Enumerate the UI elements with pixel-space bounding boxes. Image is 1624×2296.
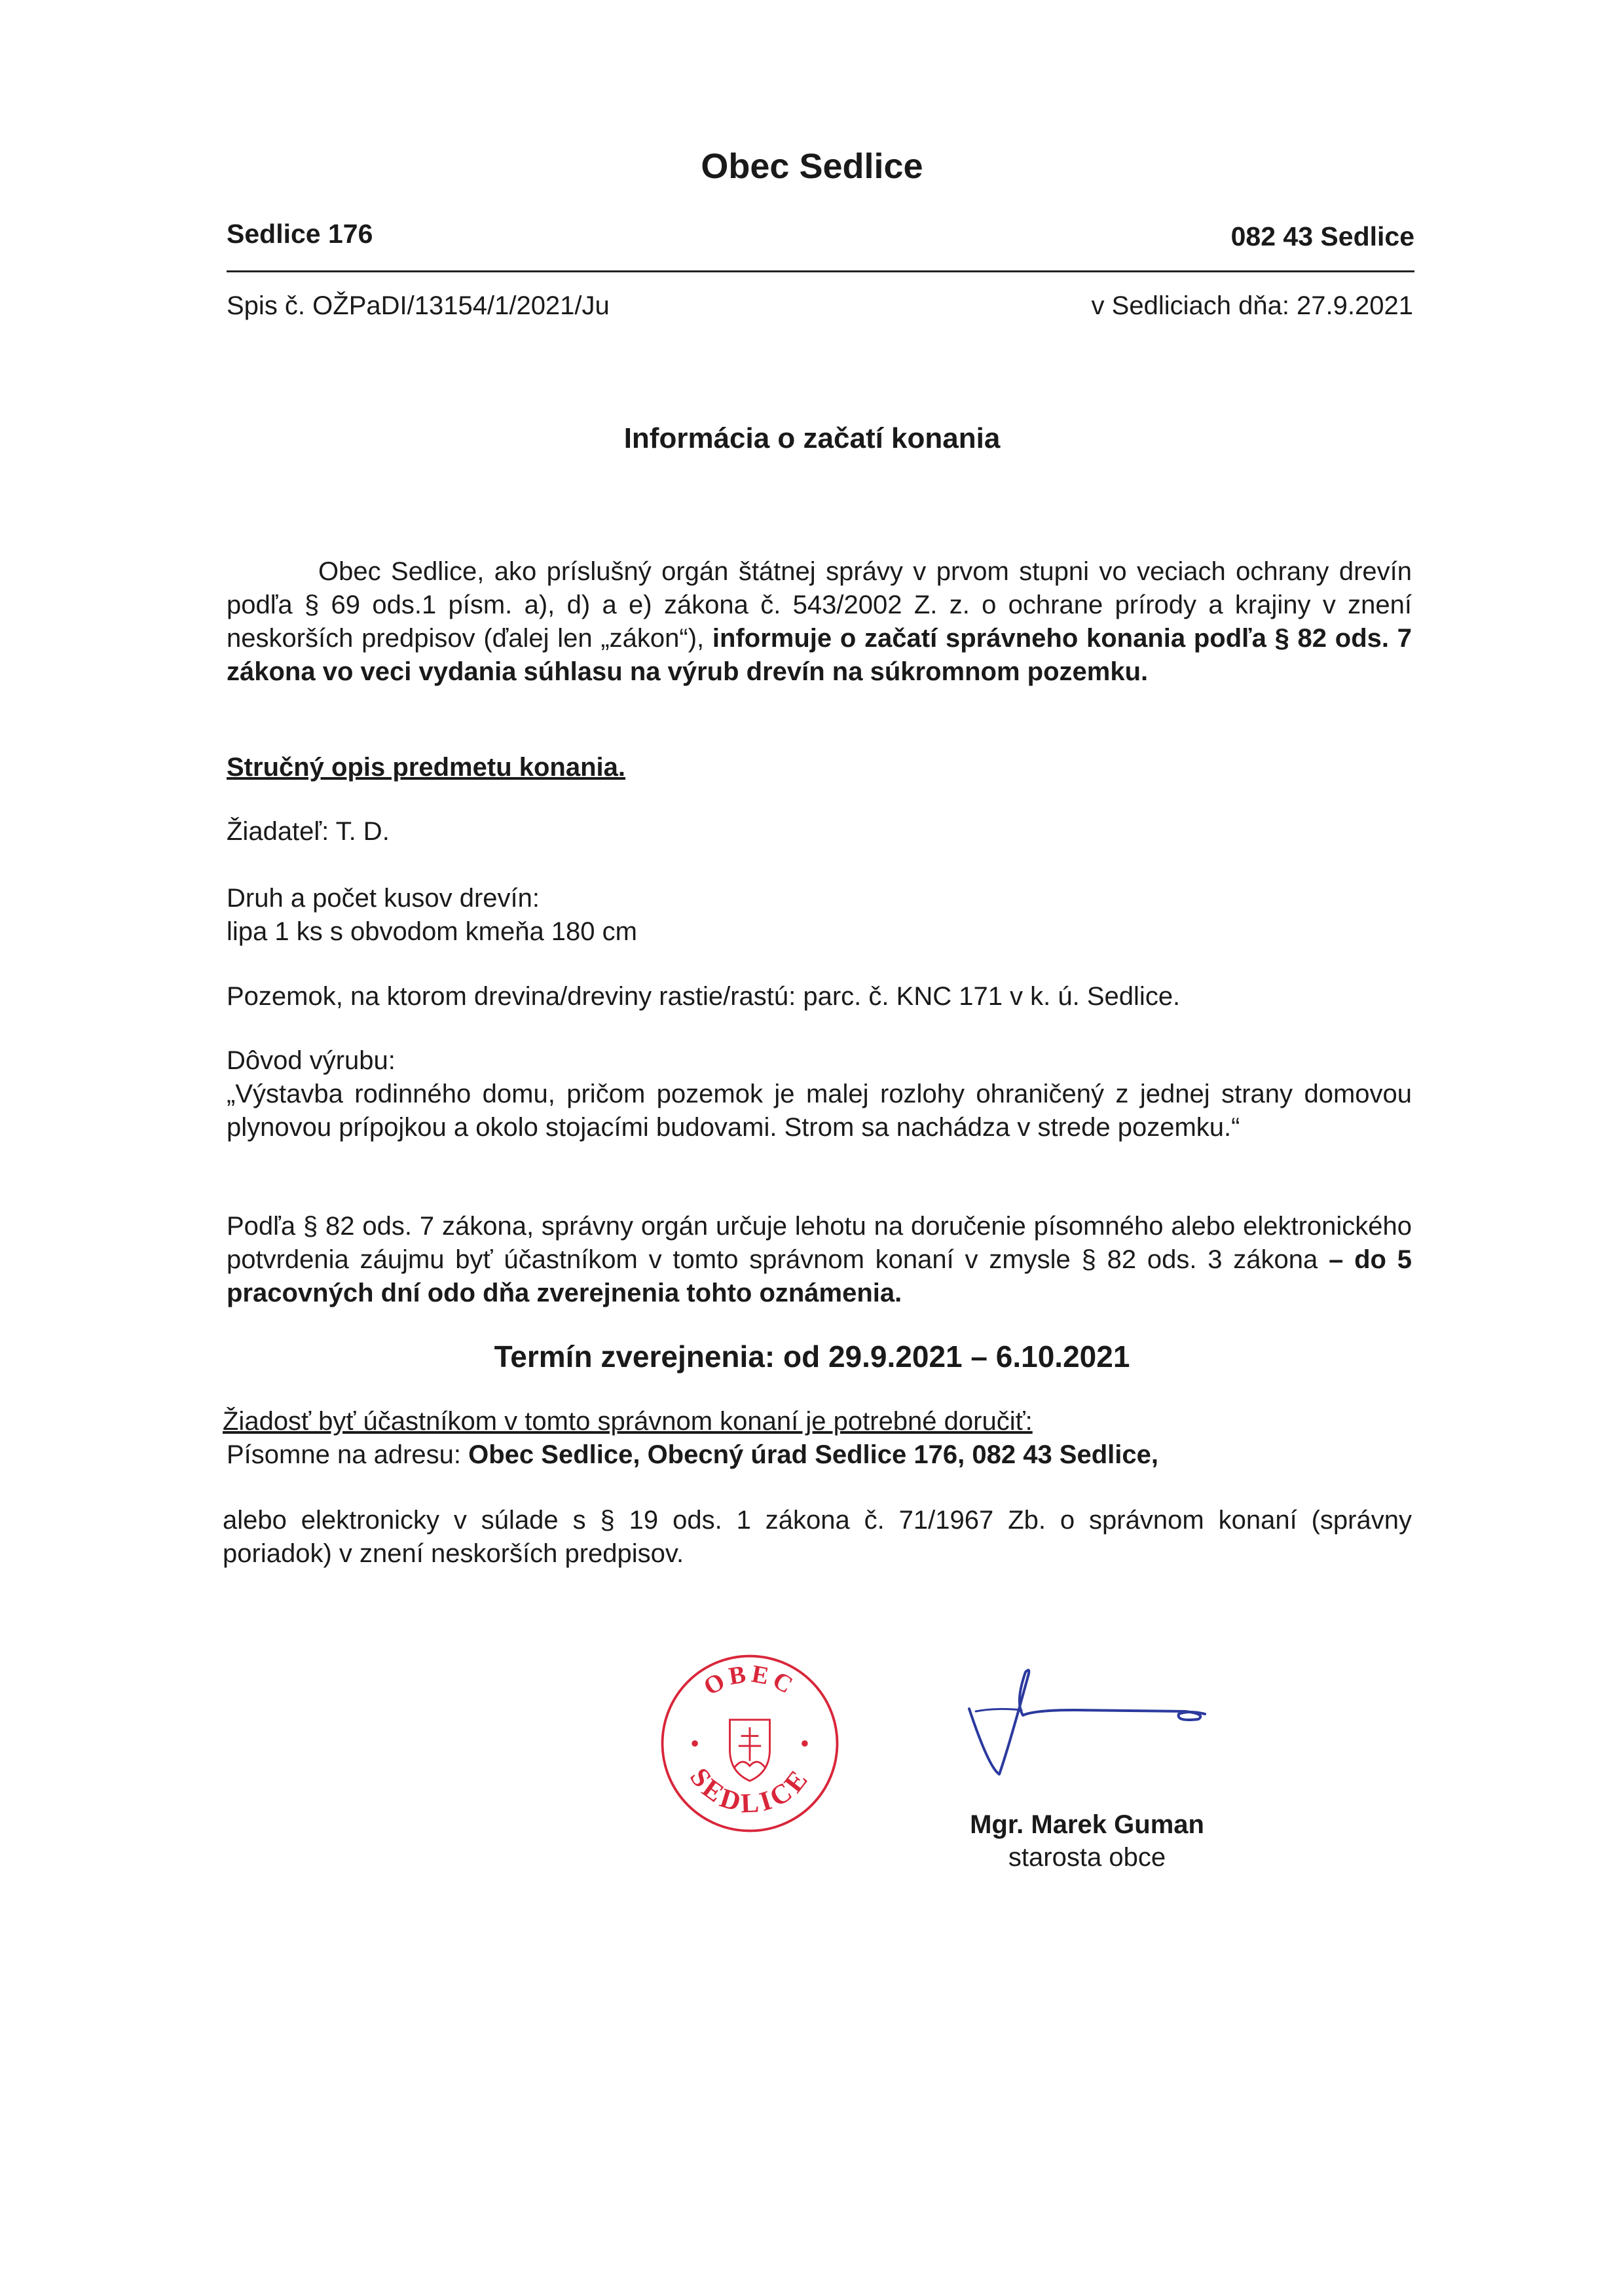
- stamp-top-text: OBEC: [699, 1660, 801, 1702]
- applicant: Žiadateľ: T. D.: [227, 817, 390, 846]
- place-and-date: v Sedliciach dňa: 27.9.2021: [1091, 291, 1413, 320]
- electronic-delivery: alebo elektronicky v súlade s § 19 ods. 1 zákona č. 71/1967 Zb. o správnom konaní (správny poriadok) v znení neskorších predpisov.: [223, 1506, 1412, 1568]
- delivery-line: [227, 1438, 1158, 1472]
- subject-heading: Stručný opis predmetu konania.: [227, 753, 626, 782]
- stamp-bottom-text: SEDLICE: [684, 1762, 817, 1819]
- deadline-paragraph: [227, 1210, 1412, 1310]
- trees-block: [227, 882, 637, 949]
- header-divider: [227, 270, 1414, 272]
- intro-paragraph: [227, 555, 1412, 689]
- org-title: Obec Sedlice: [701, 147, 923, 186]
- delivery-heading: Žiadosť byť účastníkom v tomto správnom konaní je potrebné doručiť:: [223, 1407, 1033, 1436]
- publication-period: Termín zverejnenia: od 29.9.2021 – 6.10.2021: [494, 1339, 1130, 1374]
- reason-text: „Výstavba rodinného domu, pričom pozemok je malej rozlohy ohraničený z jednej strany domovou plynovou prípojkou a okolo stojacími budovami. Strom sa nachádza v strede pozemku.“: [227, 1080, 1412, 1142]
- delivery-label: Písomne na adresu:: [227, 1440, 469, 1469]
- reason-label: Dôvod výrubu:: [227, 1046, 396, 1075]
- intro-regular-text: Obec Sedlice, ako príslušný orgán štátnej správy v prvom stupni vo veciach ochrany drevín podľa § 69 ods.1 písm. a), d) a e) zákona č. 543/2002 Z. z. o ochrane prírody a krajiny v znení neskorších predpisov (ďalej len „zákon“),: [227, 557, 1412, 653]
- delivery-address: Obec Sedlice, Obecný úrad Sedlice 176, 082 43 Sedlice,: [468, 1440, 1158, 1469]
- signatory-name: Mgr. Marek Guman: [970, 1810, 1204, 1839]
- trees-label: Druh a počet kusov drevín:: [227, 884, 540, 913]
- deadline-regular-text: Podľa § 82 ods. 7 zákona, správny orgán určuje lehotu na doručenie písomného alebo elektronického potvrdenia záujmu byť účastníkom v tomto správnom konaní v zmysle § 82 ods. 3 zákona: [227, 1212, 1412, 1274]
- stamp-star-left: [692, 1740, 698, 1747]
- street-address: Sedlice 176: [227, 219, 373, 249]
- signature: [963, 1663, 1225, 1781]
- postal-address: 082 43 Sedlice: [1230, 221, 1414, 251]
- document-title: Informácia o začatí konania: [623, 422, 1001, 454]
- stamp-star-right: [802, 1740, 808, 1747]
- deadline-bold-text: – do 5 pracovných dní odo dňa zverejnenia tohto oznámenia.: [227, 1245, 1412, 1307]
- parcel: Pozemok, na ktorom drevina/dreviny rastie/rastú: parc. č. KNC 171 v k. ú. Sedlice.: [227, 982, 1181, 1011]
- coat-of-arms-icon: [729, 1720, 769, 1781]
- signatory-title: starosta obce: [1008, 1843, 1166, 1872]
- trees-value: lipa 1 ks s obvodom kmeňa 180 cm: [227, 917, 637, 946]
- intro-bold-text: informuje o začatí správneho konania podľa § 82 ods. 7 zákona vo veci vydania súhlasu na výrub drevín na súkromnom pozemku.: [227, 624, 1412, 686]
- file-reference: Spis č. OŽPaDI/13154/1/2021/Ju: [227, 291, 610, 320]
- official-stamp: [656, 1650, 843, 1837]
